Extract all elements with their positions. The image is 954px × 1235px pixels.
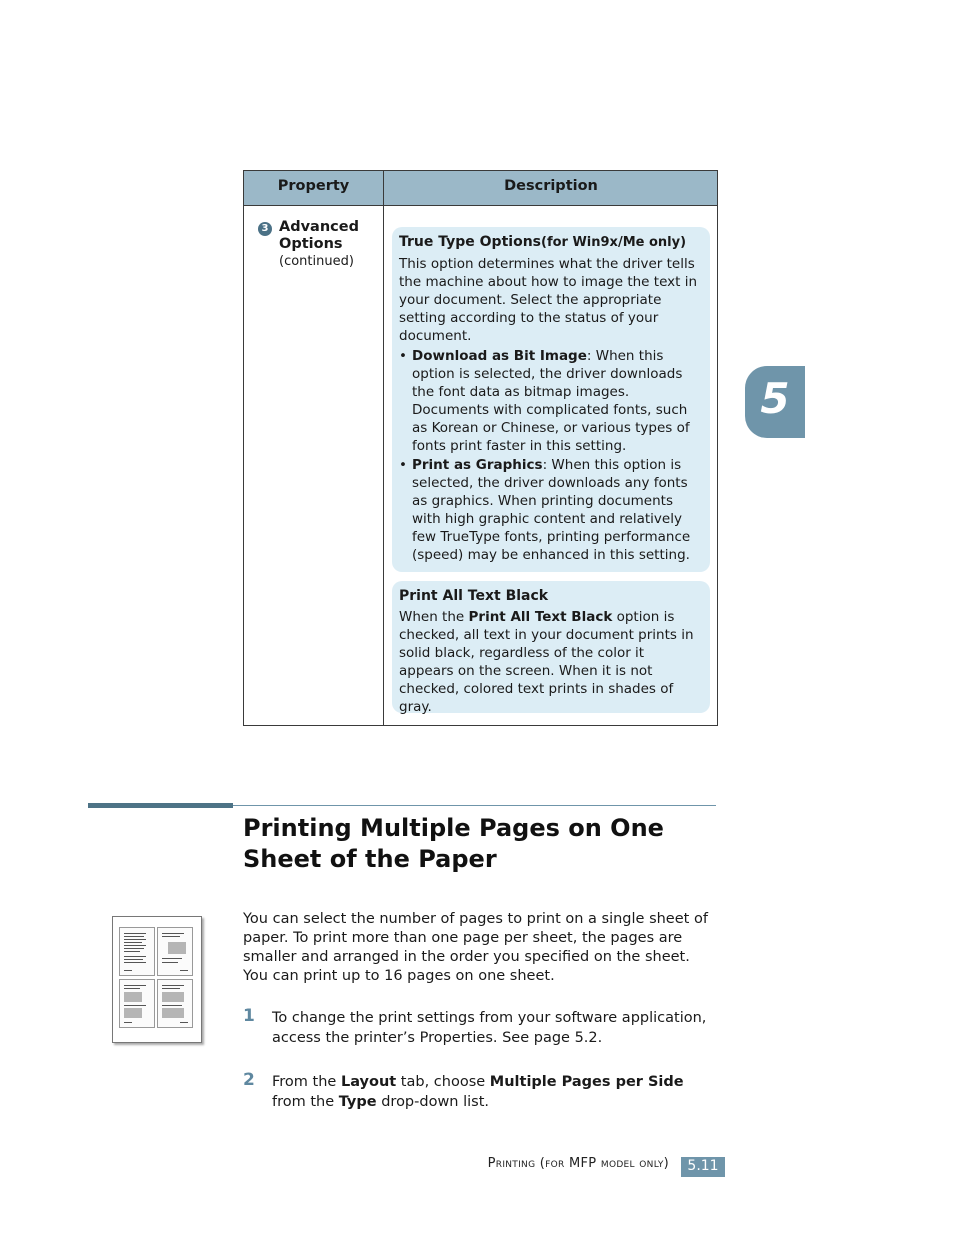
step-text: To change the print settings from your software application, access the printer’s Properties. See page 5.2.	[272, 1010, 707, 1046]
page-number: 5.11	[681, 1157, 725, 1177]
section-title: Printing Multiple Pages on One Sheet of the Paper	[243, 814, 664, 873]
property-note: (continued)	[279, 254, 354, 269]
step-text: From the Layout tab, choose Multiple Pages per Side from the Type drop-down list.	[272, 1074, 684, 1110]
section-intro: You can select the number of pages to print on a single sheet of paper. To print more than one page per sheet, the pages are smaller and arranged in the order you specified on the sheet. You can print up to 16 pages on one sheet.	[243, 911, 708, 984]
section-rule-accent	[88, 803, 233, 808]
section-rule	[233, 805, 716, 806]
text-black-title: Print All Text Black	[399, 588, 549, 604]
page-thumbnail	[157, 927, 193, 976]
running-footer: Printing (for MFP model only)	[487, 1156, 669, 1171]
list-item: • Print as Graphics: When this option is selected, the driver downloads any fonts as graphics. When printing documents with high graphic content and relatively few TrueType fonts, printing performance (speed) may be enhanced in this setting.	[399, 457, 691, 563]
text-black-description: When the Print All Text Black option is checked, all text in your document prints in solid black, regardless of the color it appears on the screen. When it is not checked, colored text prints in shades of gray.	[399, 609, 694, 715]
column-divider	[383, 171, 384, 725]
truetype-options-box	[392, 227, 710, 572]
header-property: Property	[277, 178, 350, 194]
truetype-intro: This option determines what the driver tells the machine about how to image the text in your document. Select the appropriate setting according to the status of your document.	[399, 256, 698, 344]
property-name: Advanced Options	[279, 219, 359, 252]
step-number: 1	[243, 1006, 255, 1026]
property-number-badge: 3	[258, 222, 272, 236]
truetype-title: True Type Options(for Win9x/Me only)	[399, 234, 687, 250]
property-table	[243, 170, 718, 726]
truetype-list	[399, 347, 702, 564]
multiple-pages-illustration	[112, 916, 202, 1043]
print-all-text-black-box	[392, 581, 710, 713]
step-2	[243, 1072, 718, 1112]
header-description: Description	[504, 178, 598, 194]
list-item: • Download as Bit Image: When this option is selected, the driver downloads the font data as bitmap images. Documents with complicated fonts, such as Korean or Chinese, or various types of fonts print faster in this setting.	[399, 348, 690, 454]
chapter-tab: 5	[745, 366, 805, 438]
page-thumbnail	[157, 979, 193, 1028]
step-number: 2	[243, 1070, 255, 1090]
page-thumbnail	[119, 927, 155, 976]
page-thumbnail	[119, 979, 155, 1028]
step-1	[243, 1008, 718, 1048]
